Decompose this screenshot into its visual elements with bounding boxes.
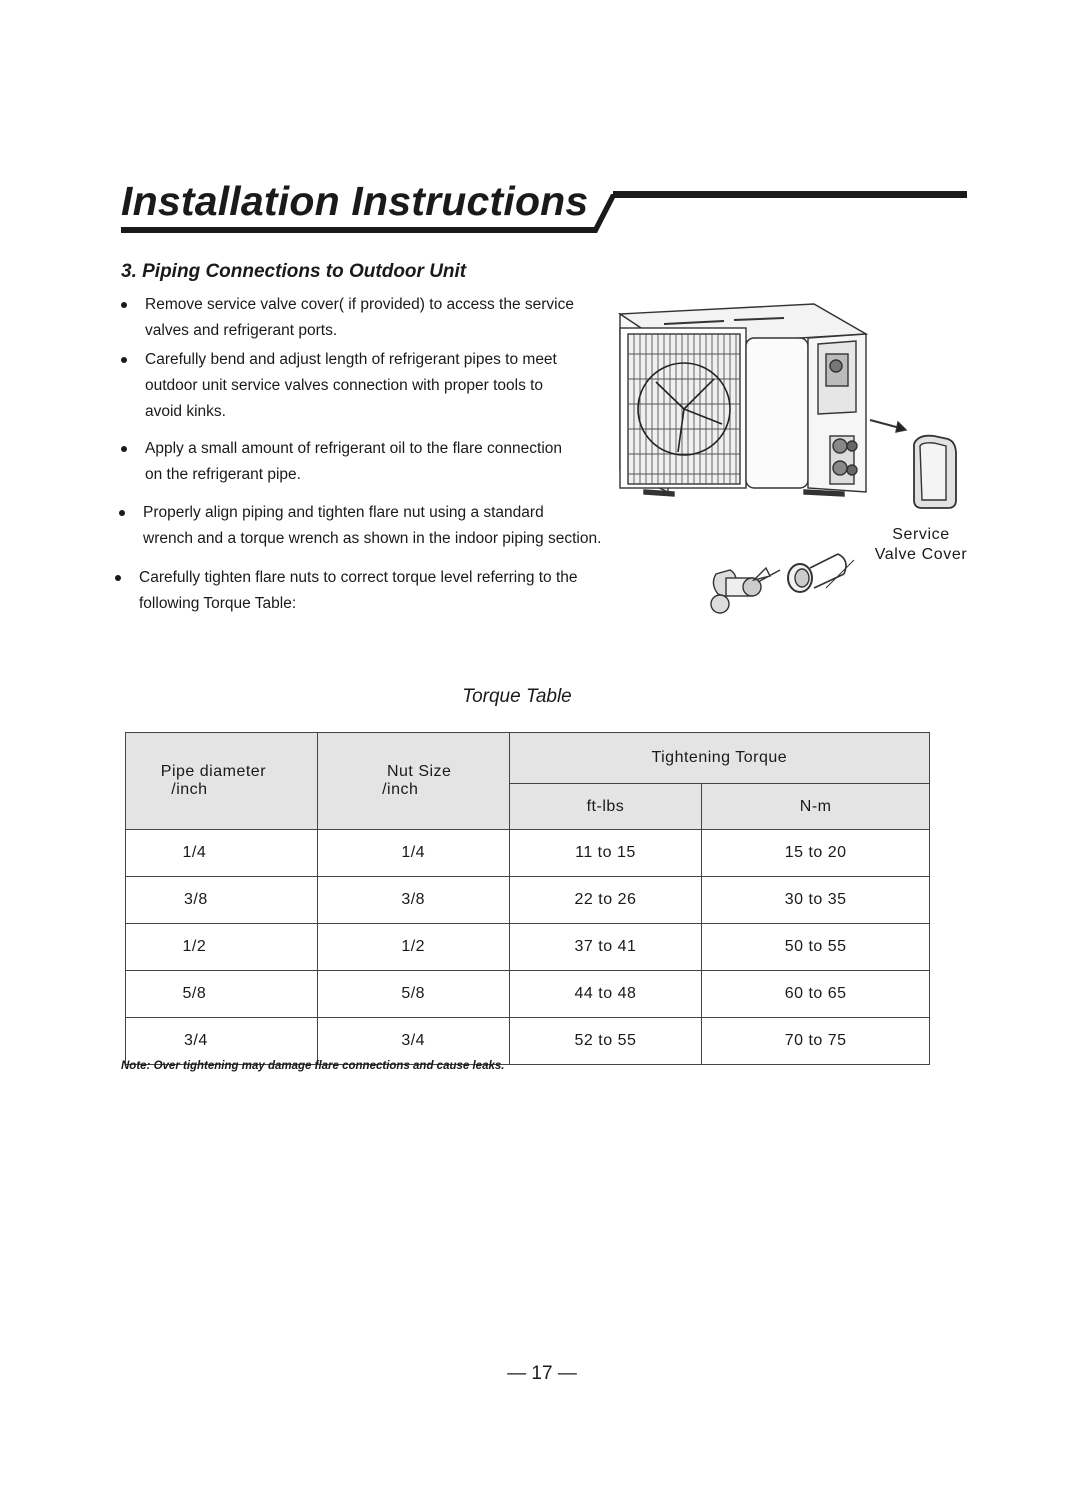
list-item-line: avoid kinks.	[145, 403, 226, 420]
bullet-icon	[119, 510, 125, 516]
cell-n-m: 70 to 75	[702, 1018, 930, 1065]
header-tightening-torque: Tightening Torque	[509, 733, 929, 784]
cell-pipe: 1/4	[126, 830, 318, 877]
table-row	[126, 924, 930, 971]
header-line: Pipe diameter	[160, 763, 267, 780]
cell-ft-lbs: 37 to 41	[509, 924, 702, 971]
table-row	[126, 1018, 930, 1065]
note-text: Note: Over tightening may damage flare connections and cause leaks.	[121, 1060, 505, 1072]
page-title: Installation Instructions	[121, 178, 589, 224]
cell-n-m: 50 to 55	[702, 924, 930, 971]
cell-pipe: 5/8	[126, 971, 318, 1018]
list-item	[145, 292, 574, 344]
list-item	[139, 565, 578, 617]
page-number: — 17 —	[507, 1363, 577, 1384]
torque-table	[125, 732, 930, 1065]
cell-pipe: 3/8	[126, 877, 318, 924]
cell-pipe: 3/4	[126, 1018, 318, 1065]
list-item	[145, 347, 557, 425]
list-item-line: wrench and a torque wrench as shown in the indoor piping section.	[143, 530, 602, 547]
list-item	[145, 436, 562, 488]
table-row	[126, 971, 930, 1018]
bullet-icon	[121, 446, 127, 452]
list-item-line: Properly align piping and tighten flare nut using a standard	[143, 504, 544, 521]
list-item-line: Apply a small amount of refrigerant oil to the flare connection	[145, 440, 563, 457]
cell-pipe: 1/2	[126, 924, 318, 971]
figure-label-line: Service	[892, 526, 950, 543]
header-pipe-diameter	[126, 733, 318, 830]
header-line: /inch	[382, 781, 419, 798]
cell-n-m: 60 to 65	[702, 971, 930, 1018]
cell-n-m: 15 to 20	[702, 830, 930, 877]
header-n-m: N-m	[702, 784, 930, 830]
list-item-line: Carefully bend and adjust length of refrigerant pipes to meet	[145, 351, 557, 368]
table-title: Torque Table	[462, 686, 572, 707]
cell-ft-lbs: 11 to 15	[509, 830, 702, 877]
cell-ft-lbs: 44 to 48	[509, 971, 702, 1018]
header-line: Nut Size	[386, 763, 452, 780]
list-item-line: outdoor unit service valves connection with proper tools to	[145, 377, 544, 394]
cell-nut: 5/8	[317, 971, 509, 1018]
table-row	[126, 830, 930, 877]
cell-nut: 3/8	[317, 877, 509, 924]
header-nut-size	[317, 733, 509, 830]
bullet-icon	[121, 357, 127, 363]
cell-n-m: 30 to 35	[702, 877, 930, 924]
list-item-line: following Torque Table:	[139, 595, 297, 612]
header-line: /inch	[171, 781, 208, 798]
table-row	[126, 877, 930, 924]
cell-nut: 1/4	[317, 830, 509, 877]
header-ft-lbs: ft-lbs	[509, 784, 702, 830]
cell-nut: 1/2	[317, 924, 509, 971]
bullet-icon	[121, 302, 127, 308]
list-item-line: valves and refrigerant ports.	[145, 322, 338, 339]
cell-ft-lbs: 52 to 55	[509, 1018, 702, 1065]
list-item-line: on the refrigerant pipe.	[145, 466, 301, 483]
section-title: 3. Piping Connections to Outdoor Unit	[121, 261, 467, 282]
bullet-icon	[115, 575, 121, 581]
figure-label-line: Valve Cover	[874, 546, 968, 563]
list-item-line: Carefully tighten flare nuts to correct torque level referring to the	[139, 569, 578, 586]
cell-ft-lbs: 22 to 26	[509, 877, 702, 924]
list-item	[143, 500, 601, 552]
outdoor-unit-illustration	[604, 294, 984, 634]
service-valve-cover-label	[866, 525, 976, 565]
cell-nut: 3/4	[317, 1018, 509, 1065]
list-item-line: Remove service valve cover( if provided) to access the service	[145, 296, 574, 313]
